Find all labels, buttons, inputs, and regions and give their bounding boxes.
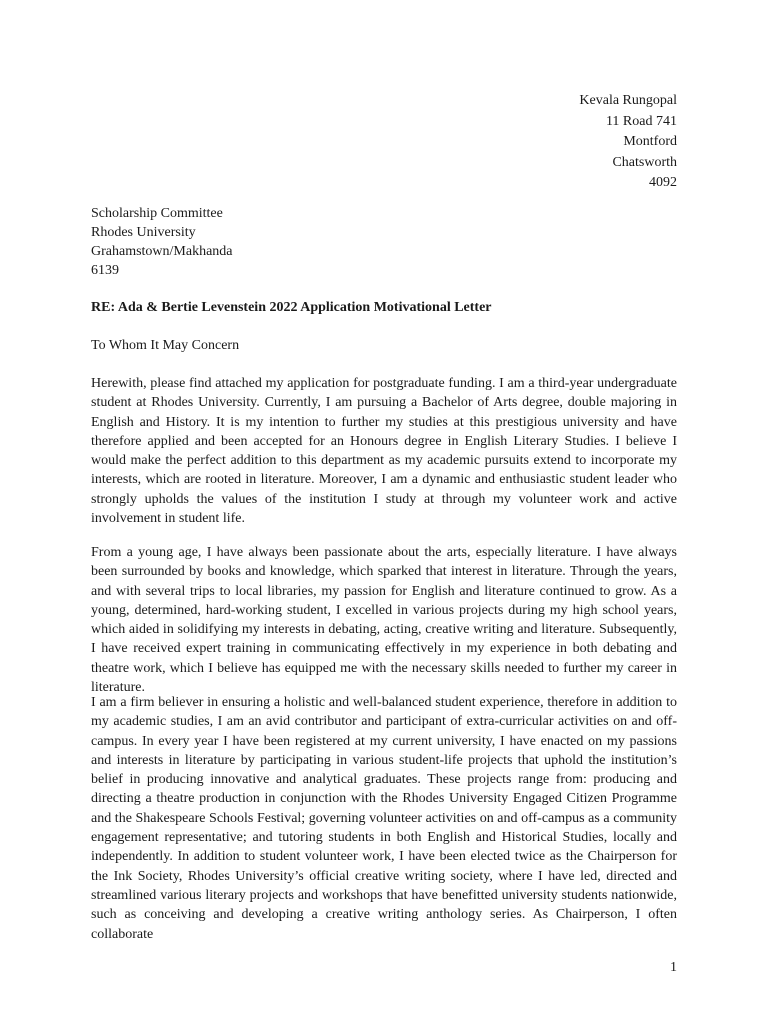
sender-address-block (579, 91, 677, 194)
sender-postal-code: 4092 (649, 175, 677, 190)
recipient-line-1: Scholarship Committee (91, 206, 223, 221)
body-paragraph-2: From a young age, I have always been passionate about the arts, especially literature. I have always been surrounded by books and knowledge, which sparked that interest in literature. Through the years, and with several trips to local libraries, my passion for English and literature continued to grow. As a young, determined, hard-working student, I excelled in various projects during my high school years, which aided in solidifying my interests in debating, acting, creative writing and literature. Subsequently, I have received expert training in communicating effectively in my experience in both debating and theatre work, which I believe has equipped me with the necessary skills needed to further my career in literature. (91, 545, 677, 696)
sender-area: Chatsworth (612, 154, 677, 170)
sender-suburb: Montford (623, 134, 677, 149)
recipient-line-2: Rhodes University (91, 225, 196, 240)
body-paragraph-3: I am a firm believer in ensuring a holistic and well-balanced student experience, therefore in addition to my academic studies, I am an avid contributor and participant of extra-curricular activities on and off-campus. In every year I have been registered at my current university, I have enacted on my passions and interests in literature by participating in various student-life projects that uphold the institution’s belief in producing innovative and analytical graduates. These projects range from: producing and directing a theatre production in conjunction with the Rhodes University Engaged Citizen Programme and the Shakespeare Schools Festival; governing volunteer activities on and off-campus as a community engagement representative; and tutoring students in both English and Historical Studies, locally and independently. In addition to student volunteer work, I have been elected twice as the Chairperson for the Ink Society, Rhodes University’s official creative writing society, where I have led, directed and streamlined various literary projects and workshops that have benefitted university students nationwide, such as conceiving and developing a creative writing anthology series. As Chairperson, I often collaborate (91, 695, 677, 942)
recipient-line-3: Grahamstown/Makhanda (91, 244, 233, 259)
body-paragraph-1: Herewith, please find attached my application for postgraduate funding. I am a third-year undergraduate student at Rhodes University. Currently, I am pursuing a Bachelor of Arts degree, double majoring in English and History. It is my intention to further my studies at this prestigious university and have therefore applied and been accepted for an Honours degree in English Literary Studies. I believe I would make the perfect addition to this department as my academic pursuits extend to incorporate my interests, which are rooted in literature. Moreover, I am a dynamic and enthusiastic student leader who strongly upholds the values of the institution I study at through my volunteer work and active involvement in student life. (91, 376, 677, 527)
salutation: To Whom It May Concern (91, 338, 240, 353)
recipient-address-block (91, 204, 233, 280)
page-number: 1 (670, 960, 677, 975)
subject-line: RE: Ada & Bertie Levenstein 2022 Application Motivational Letter (91, 300, 492, 315)
sender-name: Kevala Rungopal (579, 93, 677, 108)
sender-street: 11 Road 741 (605, 113, 677, 129)
recipient-line-4: 6139 (91, 263, 119, 278)
